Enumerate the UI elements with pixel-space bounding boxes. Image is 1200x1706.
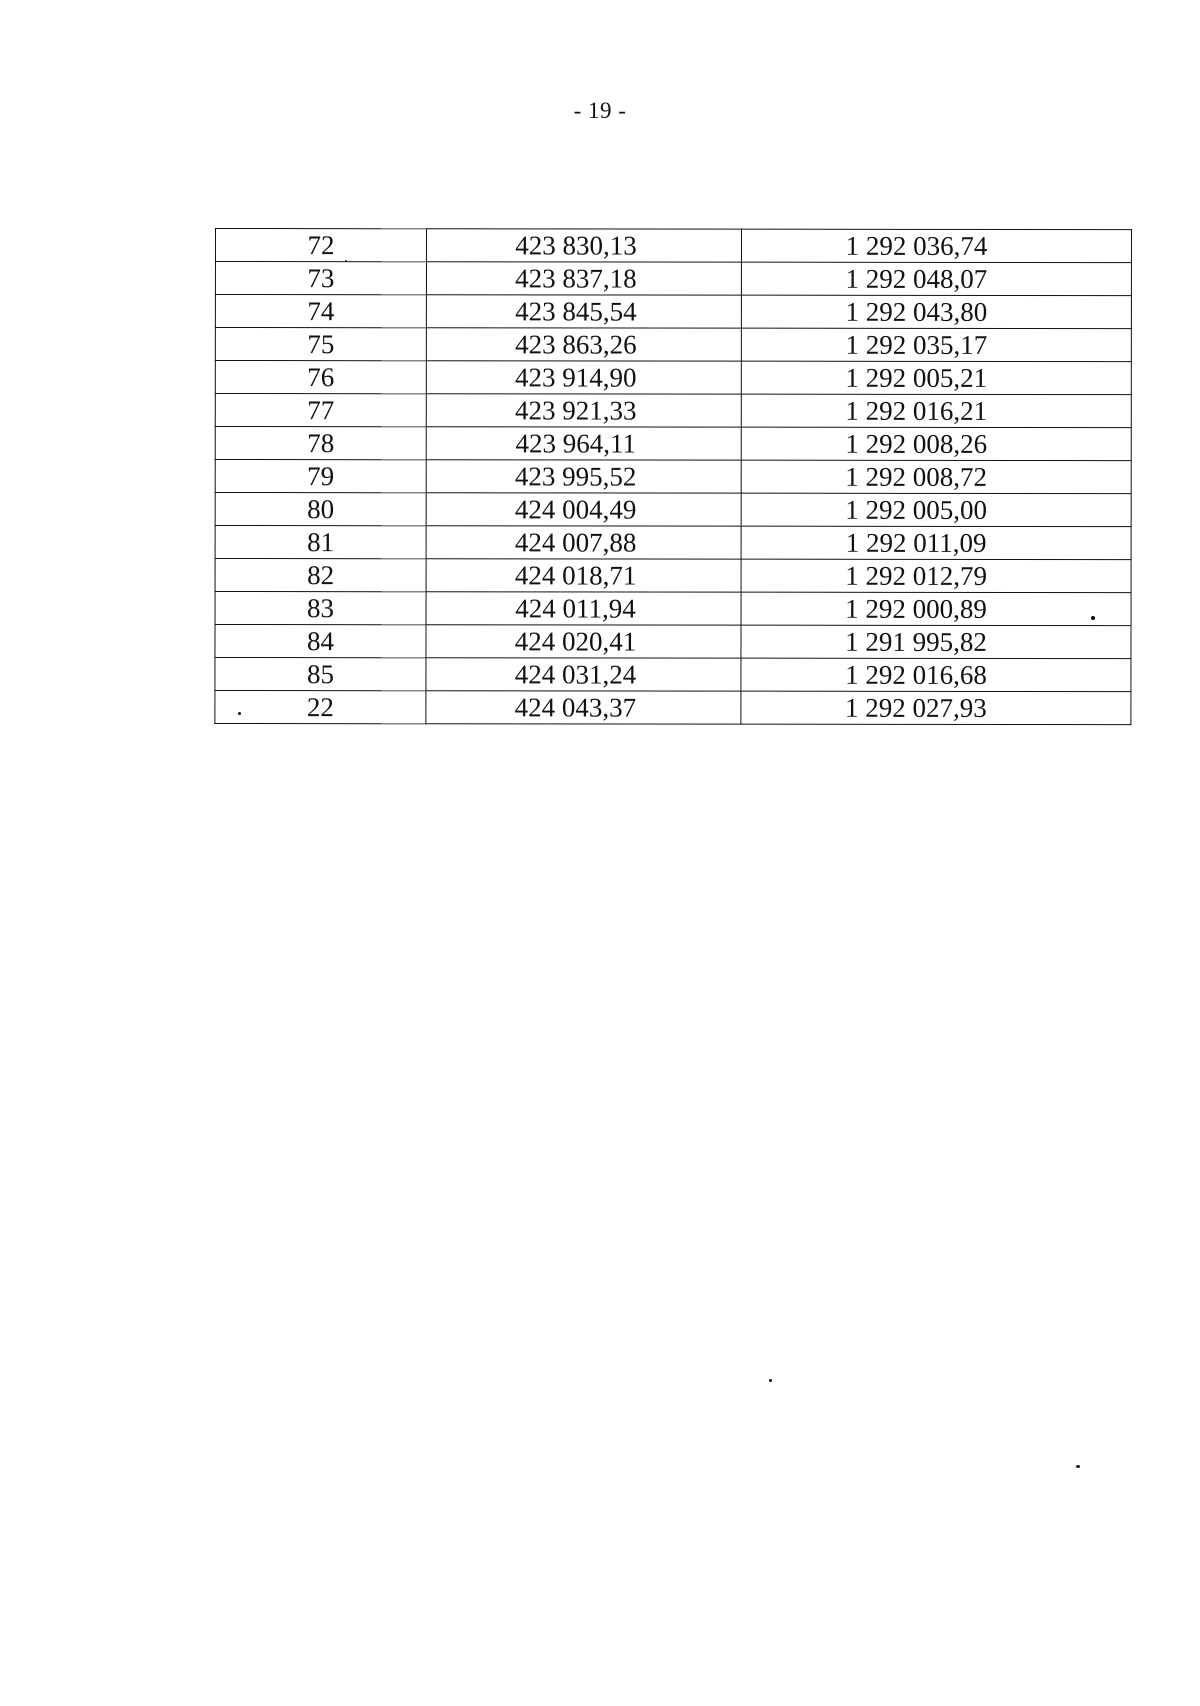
table-row <box>215 427 1131 461</box>
y-coordinate-cell <box>741 460 1131 493</box>
y-coordinate-cell <box>741 691 1131 724</box>
y-coordinate-cell <box>741 262 1131 295</box>
x-coordinate-cell <box>426 427 741 460</box>
point-number-cell: 85 <box>215 658 426 691</box>
x-coordinate-cell <box>426 493 741 526</box>
point-number-cell: 82 <box>215 559 426 592</box>
x-value: 424 011,94 <box>515 593 636 624</box>
x-coordinate-cell <box>426 295 741 328</box>
x-coordinate-cell <box>426 361 741 394</box>
table-row <box>215 493 1131 527</box>
point-number-cell: 81 <box>215 526 426 559</box>
point-number-cell: 80 <box>215 493 426 526</box>
y-coordinate-cell <box>741 493 1131 526</box>
table-row <box>215 328 1131 362</box>
y-value: 1 292 035,17 <box>845 329 988 360</box>
table-row <box>215 262 1131 296</box>
scan-speck <box>238 712 241 715</box>
x-coordinate-cell <box>426 526 741 559</box>
x-coordinate-cell <box>426 691 741 724</box>
y-value: 1 292 036,74 <box>845 230 988 261</box>
point-number-cell: 73 <box>215 262 426 295</box>
x-value: 423 863,26 <box>515 329 637 360</box>
table-row <box>215 394 1131 428</box>
y-coordinate-cell <box>741 592 1131 625</box>
x-coordinate-cell <box>426 262 741 295</box>
scan-speck <box>769 1379 772 1382</box>
point-number-cell: 76 <box>215 361 426 394</box>
x-value: 423 830,13 <box>515 230 637 261</box>
x-value: 423 921,33 <box>515 395 637 426</box>
y-value: 1 292 008,26 <box>845 428 988 459</box>
y-coordinate-cell <box>741 394 1131 427</box>
y-coordinate-cell <box>741 229 1131 262</box>
y-coordinate-cell <box>741 658 1131 691</box>
y-coordinate-cell <box>741 361 1131 394</box>
x-coordinate-cell <box>426 559 741 592</box>
x-value: 424 020,41 <box>514 626 637 657</box>
table-row <box>215 361 1131 395</box>
y-value: 1 292 005,21 <box>845 362 988 393</box>
y-coordinate-cell <box>741 427 1131 460</box>
x-coordinate-cell <box>426 328 741 361</box>
y-coordinate-cell <box>741 625 1131 658</box>
table-row <box>215 295 1131 329</box>
y-value: 1 292 027,93 <box>845 692 987 723</box>
coordinates-table <box>214 228 1132 725</box>
table-row <box>215 559 1131 593</box>
table-row <box>215 460 1131 494</box>
x-value: 424 031,24 <box>514 659 637 690</box>
y-value: 1 292 016,68 <box>845 659 987 690</box>
y-coordinate-cell <box>741 328 1131 361</box>
y-value: 1 292 012,79 <box>845 560 987 591</box>
y-coordinate-cell <box>741 559 1131 592</box>
x-coordinate-cell <box>426 394 741 427</box>
x-value: 424 007,88 <box>514 527 637 558</box>
page-number: - 19 - <box>573 98 627 123</box>
y-value: 1 292 000,89 <box>845 593 987 624</box>
x-value: 424 004,49 <box>514 494 637 525</box>
x-value: 423 837,18 <box>515 263 637 294</box>
x-value: 423 845,54 <box>515 296 637 327</box>
y-value: 1 292 048,07 <box>845 263 988 294</box>
y-value: 1 292 016,21 <box>845 395 988 426</box>
point-number-cell: 74 <box>215 295 426 328</box>
y-value: 1 292 043,80 <box>845 296 988 327</box>
y-value: 1 292 011,09 <box>845 527 987 558</box>
point-number-cell: 77 <box>215 394 426 427</box>
y-coordinate-cell <box>741 526 1131 559</box>
point-number-cell: 83 <box>215 592 426 625</box>
x-value: 423 914,90 <box>515 362 637 393</box>
x-coordinate-cell <box>426 625 741 658</box>
x-value: 423 995,52 <box>514 461 637 492</box>
point-number-cell: 78 <box>215 427 426 460</box>
x-coordinate-cell <box>426 658 741 691</box>
x-value: 424 018,71 <box>514 560 637 591</box>
table-row <box>215 691 1131 725</box>
scan-speck <box>1076 1465 1080 1468</box>
y-value: 1 292 008,72 <box>845 461 988 492</box>
scan-speck <box>345 260 347 262</box>
table-row <box>215 625 1131 659</box>
y-value: 1 292 005,00 <box>845 494 988 525</box>
y-coordinate-cell <box>741 295 1131 328</box>
y-value: 1 291 995,82 <box>845 626 987 657</box>
x-coordinate-cell <box>426 460 741 493</box>
point-number-cell: 72 <box>215 229 426 262</box>
point-number-cell: 84 <box>215 625 426 658</box>
table-row <box>215 592 1131 626</box>
point-number-cell: 22 <box>215 691 426 724</box>
x-coordinate-cell <box>426 229 741 262</box>
table-row <box>215 229 1131 263</box>
table-row <box>215 658 1131 692</box>
x-value: 424 043,37 <box>514 692 637 723</box>
scan-speck <box>1091 616 1095 620</box>
point-number-cell: 79 <box>215 460 426 493</box>
x-coordinate-cell <box>426 592 741 625</box>
table-row <box>215 526 1131 560</box>
x-value: 423 964,11 <box>515 428 637 459</box>
point-number-cell: 75 <box>215 328 426 361</box>
